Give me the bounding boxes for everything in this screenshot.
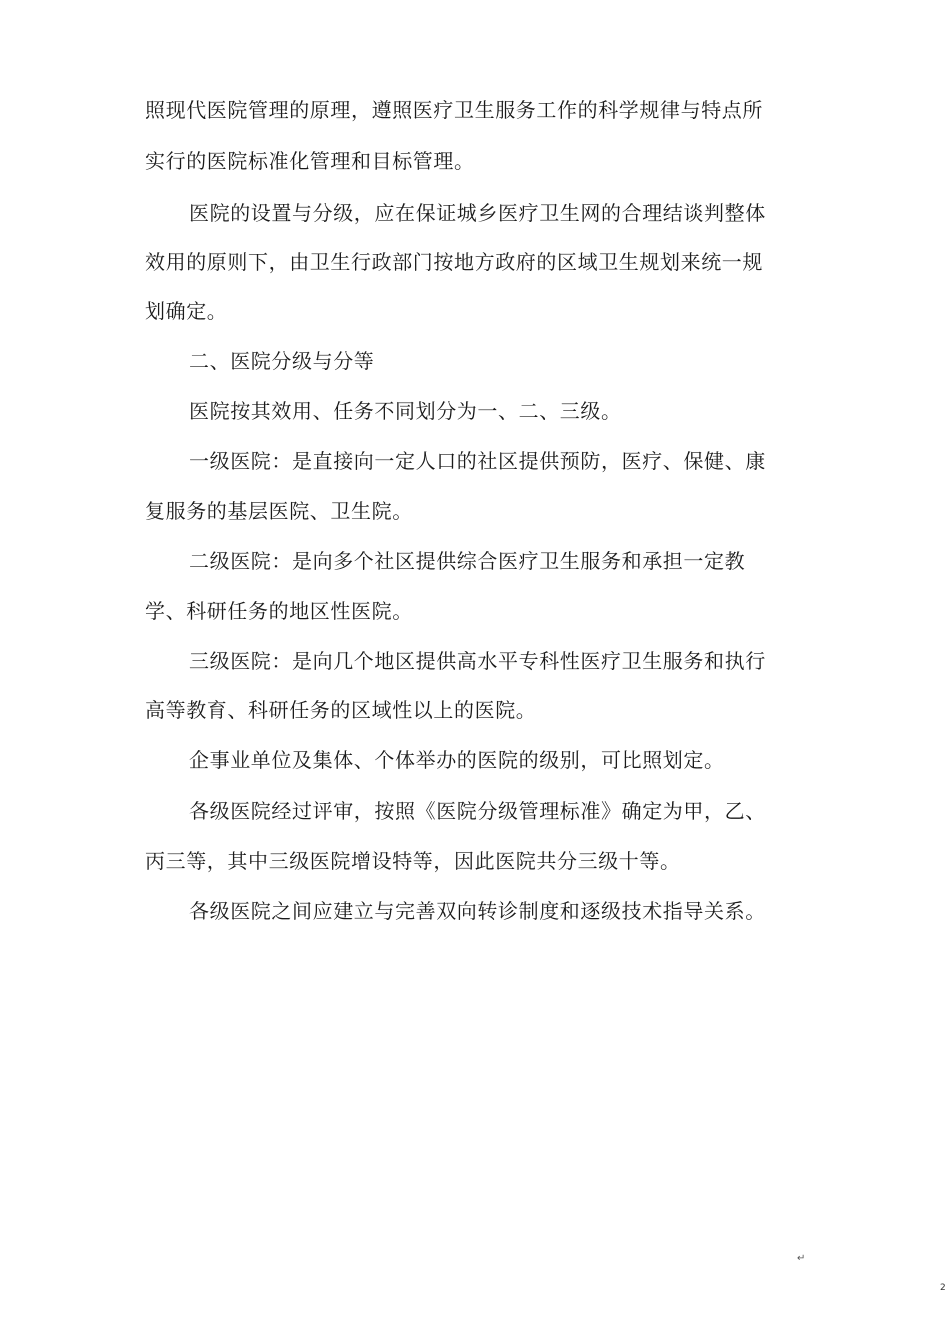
text-line: 照现代医院管理的原理，遵照医疗卫生服务工作的科学规律与特点所 <box>145 98 763 122</box>
text-line: 医院按其效用、任务不同划分为一、二、三级。 <box>189 399 622 423</box>
page-number: 2 <box>940 1283 946 1293</box>
text-line: 实行的医院标准化管理和目标管理。 <box>145 149 475 173</box>
text-line: 二级医院：是向多个社区提供综合医疗卫生服务和承担一定教 <box>189 549 746 573</box>
text-line: 划确定。 <box>145 299 228 323</box>
text-line: 企事业单位及集体、个体举办的医院的级别，可比照划定。 <box>189 748 725 772</box>
section-heading: 二、医院分级与分等 <box>189 349 375 373</box>
text-line: 丙三等，其中三级医院增设特等，因此医院共分三级十等。 <box>145 849 681 873</box>
text-line: 一级医院：是直接向一定人口的社区提供预防，医疗、保健、康 <box>189 449 766 473</box>
text-line: 学、科研任务的地区性医院。 <box>145 599 413 623</box>
text-line: 三级医院：是向几个地区提供高水平专科性医疗卫生服务和执行 <box>189 649 766 673</box>
text-line: 医院的设置与分级，应在保证城乡医疗卫生网的合理结谈判整体 <box>189 201 766 225</box>
text-line: 各级医院之间应建立与完善双向转诊制度和逐级技术指导关系。 <box>189 899 766 923</box>
text-line: 复服务的基层医院、卫生院。 <box>145 499 413 523</box>
text-line: 效用的原则下，由卫生行政部门按地方政府的区域卫生规划来统一规 <box>145 250 763 274</box>
text-line: 各级医院经过评审，按照《医院分级管理标准》确定为甲，乙、 <box>189 799 766 823</box>
text-line: 高等教育、科研任务的区域性以上的医院。 <box>145 698 537 722</box>
paragraph-mark-icon: ↵ <box>797 1253 806 1264</box>
